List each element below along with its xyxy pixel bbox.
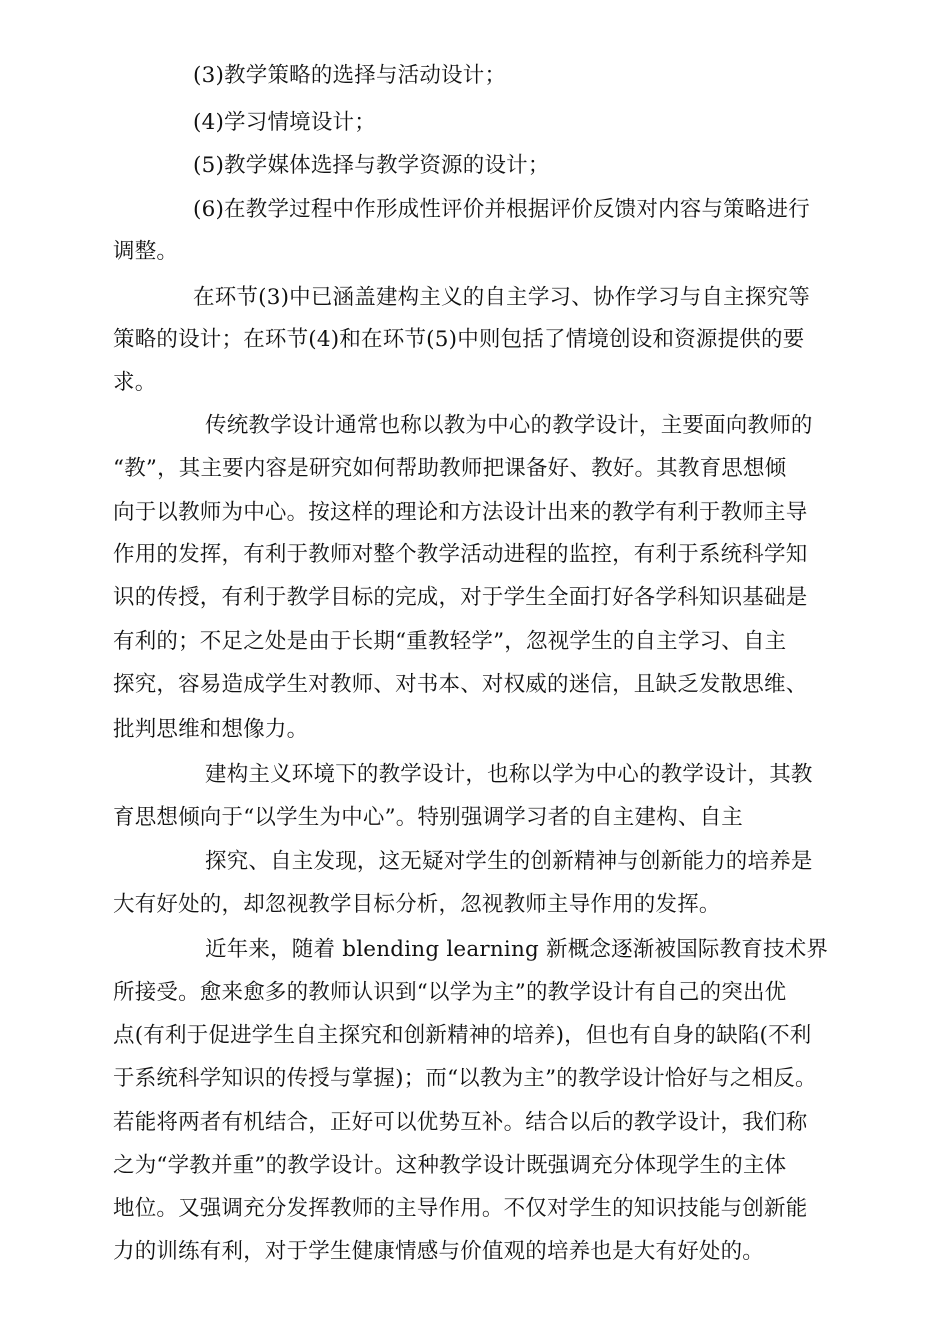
paragraph-2-line: 传统教学设计通常也称以教为中心的教学设计，主要面向教师的 bbox=[205, 413, 813, 438]
paragraph-2-line: 向于以教师为中心。按这样的理论和方法设计出来的教学有利于教师主导 bbox=[113, 500, 808, 525]
paragraph-1-line: 求。 bbox=[113, 370, 157, 395]
paragraph-1-line: 在环节(3)中已涵盖建构主义的自主学习、协作学习与自主探究等 bbox=[193, 285, 810, 310]
paragraph-2-line: 批判思维和想像力。 bbox=[113, 717, 309, 742]
paragraph-4-line: 之为“学教并重”的教学设计。这种教学设计既强调充分体现学生的主体 bbox=[113, 1153, 787, 1178]
paragraph-4-line: 近年来，随着 blending learning 新概念逐渐被国际教育技术界 bbox=[205, 937, 829, 962]
list-item-4: (4)学习情境设计； bbox=[193, 110, 376, 135]
paragraph-2-line: 作用的发挥，有利于教师对整个教学活动进程的监控，有利于系统科学知 bbox=[113, 542, 808, 567]
paragraph-4-line: 所接受。愈来愈多的教师认识到“以学为主”的教学设计有自己的突出优 bbox=[113, 980, 787, 1005]
list-item-6-continued: 调整。 bbox=[113, 239, 179, 264]
paragraph-2-line: 探究，容易造成学生对教师、对书本、对权威的迷信，且缺乏发散思维、 bbox=[113, 672, 808, 697]
list-item-5: (5)教学媒体选择与教学资源的设计； bbox=[193, 153, 550, 178]
paragraph-3-line: 建构主义环境下的教学设计，也称以学为中心的教学设计，其教 bbox=[205, 762, 813, 787]
paragraph-3-line: 探究、自主发现，这无疑对学生的创新精神与创新能力的培养是 bbox=[205, 849, 813, 874]
paragraph-3-line: 育思想倾向于“以学生为中心”。特别强调学习者的自主建构、自主 bbox=[113, 805, 743, 830]
paragraph-4-line: 点(有利于促进学生自主探究和创新精神的培养)，但也有自身的缺陷(不利 bbox=[113, 1023, 812, 1048]
paragraph-4-line: 若能将两者有机结合，正好可以优势互补。结合以后的教学设计，我们称 bbox=[113, 1110, 808, 1135]
paragraph-4-line: 地位。又强调充分发挥教师的主导作用。不仅对学生的知识技能与创新能 bbox=[113, 1196, 808, 1221]
paragraph-4-line: 于系统科学知识的传授与掌握)；而“以教为主”的教学设计恰好与之相反。 bbox=[113, 1066, 817, 1091]
paragraph-3-line: 大有好处的，却忽视教学目标分析，忽视教师主导作用的发挥。 bbox=[113, 892, 721, 917]
paragraph-2-line: 有利的；不足之处是由于长期“重教轻学”，忽视学生的自主学习、自主 bbox=[113, 629, 787, 654]
paragraph-4-line: 力的训练有利，对于学生健康情感与价值观的培养也是大有好处的。 bbox=[113, 1239, 765, 1264]
list-item-6: (6)在教学过程中作形成性评价并根据评价反馈对内容与策略进行 bbox=[193, 197, 810, 222]
paragraph-2-line: 识的传授，有利于教学目标的完成，对于学生全面打好各学科知识基础是 bbox=[113, 585, 808, 610]
list-item-3: (3)教学策略的选择与活动设计； bbox=[193, 63, 507, 88]
paragraph-1-line: 策略的设计；在环节(4)和在环节(5)中则包括了情境创设和资源提供的要 bbox=[113, 327, 805, 352]
paragraph-2-line: “教”，其主要内容是研究如何帮助教师把课备好、教好。其教育思想倾 bbox=[113, 456, 787, 481]
